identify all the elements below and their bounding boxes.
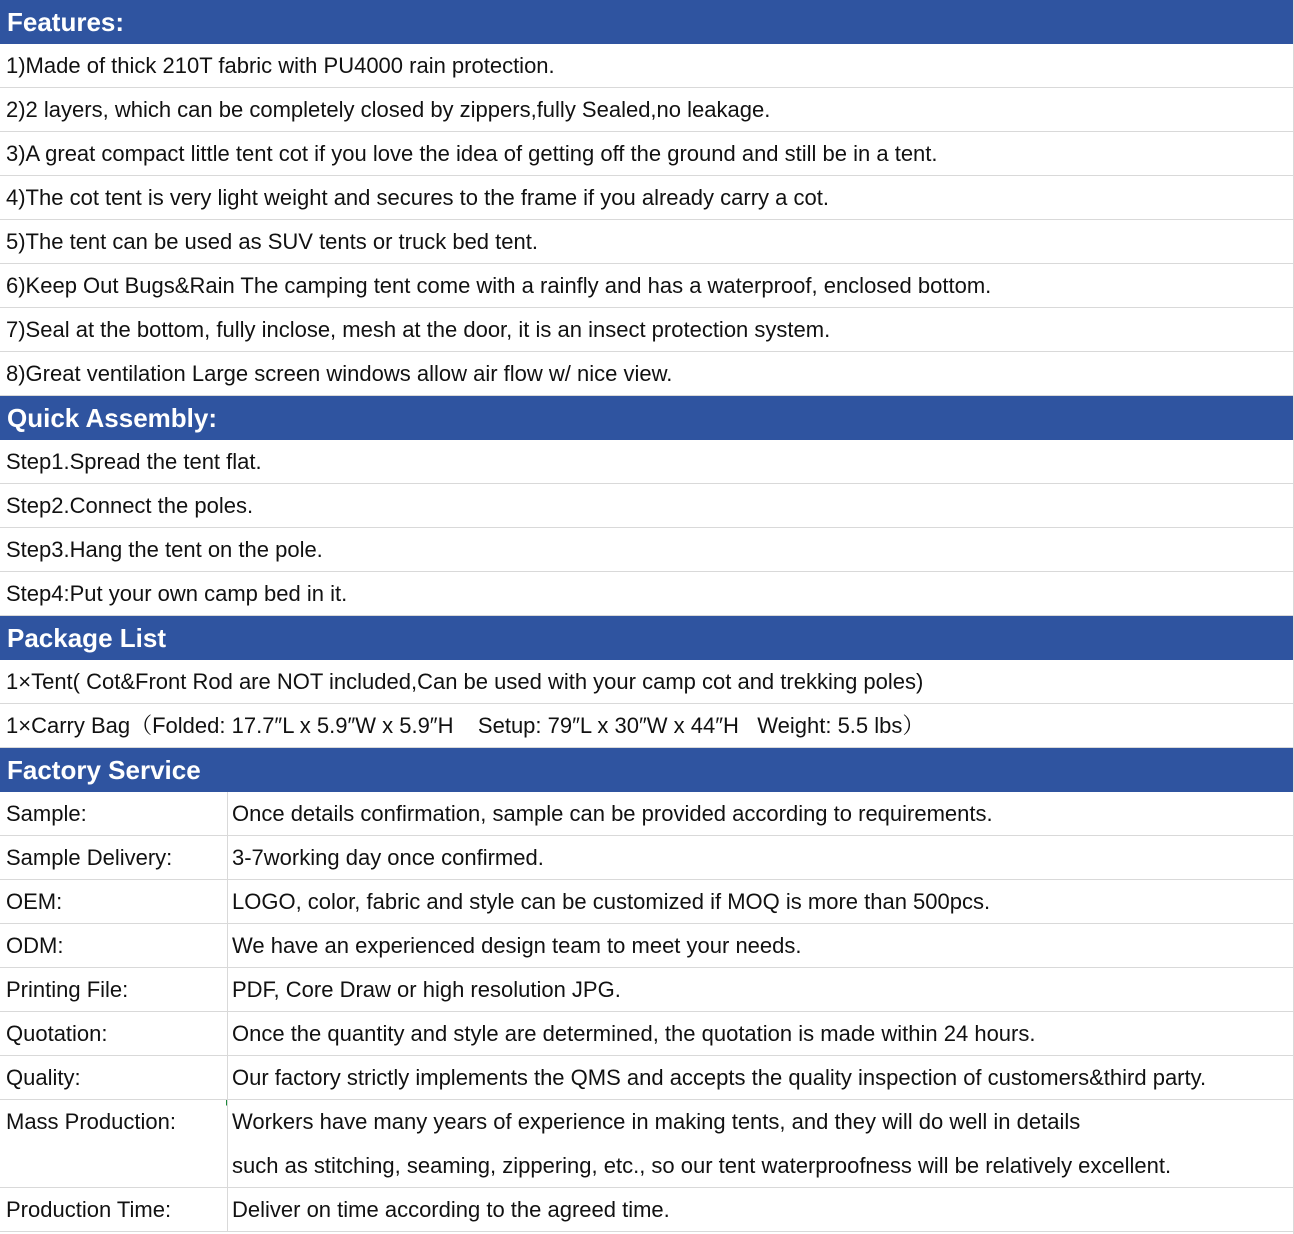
service-value: We have an experienced design team to meet your needs. bbox=[232, 933, 802, 958]
feature-row bbox=[0, 352, 1294, 396]
service-value-line: such as stitching, seaming, zippering, etc., so our tent waterproofness will be relatively excellent. bbox=[232, 1153, 1172, 1178]
package-item: 1×Carry Bag（Folded: 17.7″L x 5.9″W x 5.9″H Setup: 79″L x 30″W x 44″H Weight: 5.5 lbs） bbox=[6, 713, 925, 738]
assembly-row bbox=[0, 484, 1294, 528]
service-value: Once the quantity and style are determined, the quotation is made within 24 hours. bbox=[232, 1021, 1036, 1046]
feature-text: 7)Seal at the bottom, fully inclose, mesh at the door, it is an insect protection system. bbox=[6, 317, 831, 342]
service-value bbox=[228, 1100, 1294, 1187]
service-value: Deliver on time according to the agreed time. bbox=[232, 1197, 670, 1222]
service-value-line: Workers have many years of experience in making tents, and they will do well in details bbox=[232, 1109, 1081, 1134]
service-label: OEM: bbox=[0, 880, 228, 923]
service-label: Printing File: bbox=[0, 968, 228, 1011]
service-value: LOGO, color, fabric and style can be customized if MOQ is more than 500pcs. bbox=[232, 889, 991, 914]
service-value: Our factory strictly implements the QMS and accepts the quality inspection of customers&third party. bbox=[232, 1065, 1207, 1090]
service-label-text: Mass Production: bbox=[6, 1109, 176, 1134]
feature-row bbox=[0, 264, 1294, 308]
service-label: Quality: bbox=[0, 1056, 228, 1099]
package-header: Package List bbox=[0, 616, 1294, 660]
service-label: Production Time: bbox=[0, 1188, 228, 1231]
feature-text: 6)Keep Out Bugs&Rain The camping tent come with a rainfly and has a waterproof, enclosed bottom. bbox=[6, 273, 992, 298]
package-row bbox=[0, 660, 1294, 704]
assembly-row bbox=[0, 528, 1294, 572]
service-row-production-time bbox=[0, 1188, 1294, 1232]
service-row-quality bbox=[0, 1056, 1294, 1100]
cell-comment-marker bbox=[226, 1100, 228, 1106]
feature-row bbox=[0, 44, 1294, 88]
assembly-step: Step1.Spread the tent flat. bbox=[6, 449, 262, 474]
assembly-step: Step2.Connect the poles. bbox=[6, 493, 254, 518]
feature-text: 2)2 layers, which can be completely closed by zippers,fully Sealed,no leakage. bbox=[6, 97, 771, 122]
service-header: Factory Service bbox=[0, 748, 1294, 792]
service-row-sample-delivery bbox=[0, 836, 1294, 880]
service-label: Sample: bbox=[0, 792, 228, 835]
service-label: ODM: bbox=[0, 924, 228, 967]
feature-row bbox=[0, 132, 1294, 176]
service-row-oem bbox=[0, 880, 1294, 924]
feature-row bbox=[0, 176, 1294, 220]
feature-row bbox=[0, 88, 1294, 132]
feature-text: 4)The cot tent is very light weight and secures to the frame if you already carry a cot. bbox=[6, 185, 829, 210]
package-row bbox=[0, 704, 1294, 748]
service-row-quotation bbox=[0, 1012, 1294, 1056]
feature-text: 8)Great ventilation Large screen windows allow air flow w/ nice view. bbox=[6, 361, 673, 386]
service-row-mass-production bbox=[0, 1100, 1294, 1188]
feature-text: 3)A great compact little tent cot if you love the idea of getting off the ground and still be in a tent. bbox=[6, 141, 938, 166]
features-header: Features: bbox=[0, 0, 1294, 44]
feature-row bbox=[0, 220, 1294, 264]
assembly-header: Quick Assembly: bbox=[0, 396, 1294, 440]
service-row-sample bbox=[0, 792, 1294, 836]
service-value: Once details confirmation, sample can be provided according to requirements. bbox=[232, 801, 993, 826]
assembly-step: Step3.Hang the tent on the pole. bbox=[6, 537, 323, 562]
service-label: Quotation: bbox=[0, 1012, 228, 1055]
service-row-odm bbox=[0, 924, 1294, 968]
feature-text: 1)Made of thick 210T fabric with PU4000 rain protection. bbox=[6, 53, 555, 78]
service-row-printing-file bbox=[0, 968, 1294, 1012]
service-label bbox=[0, 1100, 228, 1187]
assembly-row bbox=[0, 572, 1294, 616]
package-item: 1×Tent( Cot&Front Rod are NOT included,Can be used with your camp cot and trekking poles) bbox=[6, 669, 924, 694]
service-label: Sample Delivery: bbox=[0, 836, 228, 879]
assembly-step: Step4:Put your own camp bed in it. bbox=[6, 581, 348, 606]
service-value: PDF, Core Draw or high resolution JPG. bbox=[232, 977, 621, 1002]
service-value: 3-7working day once confirmed. bbox=[232, 845, 544, 870]
assembly-row bbox=[0, 440, 1294, 484]
feature-row bbox=[0, 308, 1294, 352]
feature-text: 5)The tent can be used as SUV tents or truck bed tent. bbox=[6, 229, 538, 254]
